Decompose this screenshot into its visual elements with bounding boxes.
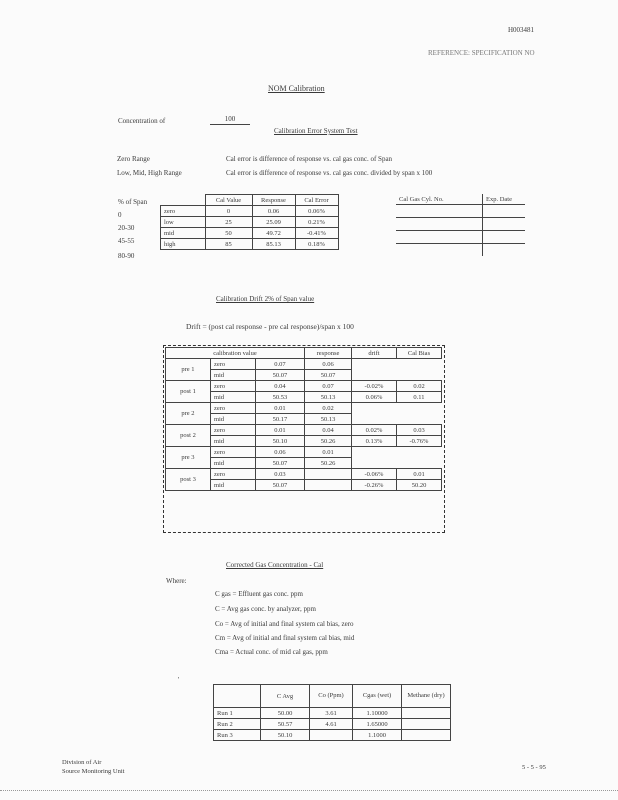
table-row xyxy=(214,730,451,741)
doc-code: H003481 xyxy=(508,26,535,34)
concentration-value: 100 xyxy=(210,115,250,125)
footer-left-2: Source Monitoring Unit xyxy=(62,768,125,775)
table-row xyxy=(214,719,451,730)
cell xyxy=(402,708,451,719)
cell: 0.06% xyxy=(352,392,397,403)
cal-error-table xyxy=(160,194,339,250)
span-row-label: 80-90 xyxy=(118,252,135,260)
cell: 1.10000 xyxy=(353,708,402,719)
cell: zero xyxy=(210,359,255,370)
cell: zero xyxy=(210,381,255,392)
table-row xyxy=(166,381,442,392)
cell: 0.01 xyxy=(255,403,304,414)
cyl-no-header: Cal Gas Cyl. No. xyxy=(396,194,483,205)
mark: ' xyxy=(178,676,180,684)
cell: 0.03 xyxy=(255,469,304,480)
cell: 0.13% xyxy=(352,436,397,447)
group-label: post 1 xyxy=(166,381,211,403)
cell xyxy=(310,730,353,741)
table-row xyxy=(396,244,525,257)
cell: 85.13 xyxy=(252,239,295,250)
note-label-2: Low, Mid, High Range xyxy=(117,169,182,177)
table-row xyxy=(396,218,525,231)
group-label: pre 3 xyxy=(166,447,211,469)
cell: 0.02 xyxy=(397,381,442,392)
cell xyxy=(214,685,261,708)
cell: -0.06% xyxy=(352,469,397,480)
span-row-label: 0 xyxy=(118,211,122,219)
cell: 50.07 xyxy=(255,458,304,469)
group-label: pre 2 xyxy=(166,403,211,425)
cell: 50.20 xyxy=(397,480,442,491)
sub-header: REFERENCE: SPECIFICATION NO xyxy=(428,49,535,57)
response-header: response xyxy=(305,348,352,359)
cell: mid xyxy=(210,458,255,469)
cell: 85 xyxy=(205,239,252,250)
cell: 1.65000 xyxy=(353,719,402,730)
cell: 50.17 xyxy=(255,414,304,425)
cell: 0.21% xyxy=(295,217,338,228)
group-label: post 2 xyxy=(166,425,211,447)
cell: 0 xyxy=(205,206,252,217)
cell: mid xyxy=(161,228,206,239)
cell: zero xyxy=(210,403,255,414)
cell: zero xyxy=(210,469,255,480)
cell: 1.1000 xyxy=(353,730,402,741)
cell: 0.06 xyxy=(305,359,352,370)
span-row-label: 20-30 xyxy=(118,224,135,232)
cal-bias-header: Cal Bias xyxy=(397,348,442,359)
cell: zero xyxy=(161,206,206,217)
group-label: post 3 xyxy=(166,469,211,491)
where-label: Where: xyxy=(166,577,187,585)
cell: 0.01 xyxy=(255,425,304,436)
cell: 0.03 xyxy=(397,425,442,436)
definition: Cma = Actual conc. of mid cal gas, ppm xyxy=(215,648,328,656)
footer-left-1: Division of Air xyxy=(62,759,102,766)
cell: 50.13 xyxy=(305,392,352,403)
definition: C = Avg gas conc. by analyzer, ppm xyxy=(215,605,316,613)
cell: 50.07 xyxy=(255,370,304,381)
table-row xyxy=(166,359,442,370)
cell: zero xyxy=(210,425,255,436)
drift-header: drift xyxy=(352,348,397,359)
cell: 0.02% xyxy=(352,425,397,436)
cgas-header: Cgas (wet) xyxy=(353,685,402,708)
cell: 0.04 xyxy=(255,381,304,392)
cell: 0.11 xyxy=(397,392,442,403)
cell: 50.13 xyxy=(305,414,352,425)
cell: 50.57 xyxy=(261,719,310,730)
note-label-1: Zero Range xyxy=(117,155,150,163)
cell: 50.26 xyxy=(305,436,352,447)
definition: C gas = Effluent gas conc. ppm xyxy=(215,590,303,598)
result-table xyxy=(213,684,451,741)
cell: 50.26 xyxy=(305,458,352,469)
co-header: Co (Ppm) xyxy=(310,685,353,708)
cell: 0.07 xyxy=(255,359,304,370)
cell: 0.01 xyxy=(305,447,352,458)
subtitle-cal-error: Calibration Error System Test xyxy=(274,127,358,135)
cell: Run 3 xyxy=(214,730,261,741)
definition: Cm = Avg of initial and final system cal bias, mid xyxy=(215,634,355,642)
note-text-2: Cal error is difference of response vs. cal gas conc. divided by span x 100 xyxy=(226,169,433,177)
span-row-label: 45-55 xyxy=(118,237,135,245)
cell xyxy=(402,719,451,730)
cell xyxy=(305,469,352,480)
table-row xyxy=(396,231,525,244)
footer-date: 5 - 5 - 95 xyxy=(522,764,546,771)
cell: 50.53 xyxy=(255,392,304,403)
cell: mid xyxy=(210,480,255,491)
page-title: NOM Calibration xyxy=(268,84,325,93)
cell: 0.06 xyxy=(252,206,295,217)
drift-table xyxy=(165,347,442,491)
cell: zero xyxy=(210,447,255,458)
cell: -0.76% xyxy=(397,436,442,447)
c-avg-header: C Avg xyxy=(261,685,310,708)
response-header: Response xyxy=(252,195,295,206)
cell: 50.07 xyxy=(255,480,304,491)
cell xyxy=(402,730,451,741)
group-label: pre 1 xyxy=(166,359,211,381)
cell: 0.02 xyxy=(305,403,352,414)
cell: 25.09 xyxy=(252,217,295,228)
cell: 50.10 xyxy=(255,436,304,447)
cell: 0.01 xyxy=(397,469,442,480)
cell: -0.02% xyxy=(352,381,397,392)
table-row xyxy=(166,447,442,458)
cell: mid xyxy=(210,414,255,425)
cell: Run 2 xyxy=(214,719,261,730)
cell: 3.61 xyxy=(310,708,353,719)
cell: 0.04 xyxy=(305,425,352,436)
cal-error-header: Cal Error xyxy=(295,195,338,206)
cell: mid xyxy=(210,370,255,381)
table-row xyxy=(161,217,339,228)
table-row xyxy=(214,708,451,719)
cell: -0.41% xyxy=(295,228,338,239)
correction-title: Corrected Gas Concentration - Cal xyxy=(226,561,324,569)
cell: mid xyxy=(210,436,255,447)
cell: 0.07 xyxy=(305,381,352,392)
table-row xyxy=(166,469,442,480)
table-row xyxy=(166,403,442,414)
cell: Run 1 xyxy=(214,708,261,719)
exp-date-header: Exp. Date xyxy=(483,194,526,205)
cell: 50 xyxy=(205,228,252,239)
calibration-value-header: calibration value xyxy=(166,348,305,359)
cylinder-table xyxy=(396,194,525,256)
table-row xyxy=(161,239,339,250)
cell: low xyxy=(161,217,206,228)
table-row xyxy=(161,206,339,217)
cell: 4.61 xyxy=(310,719,353,730)
note-text-1: Cal error is difference of response vs. cal gas conc. of Span xyxy=(226,155,393,163)
cell: mid xyxy=(210,392,255,403)
drift-formula: Drift = (post cal response - pre cal response)/span x 100 xyxy=(186,322,354,331)
drift-title: Calibration Drift 2% of Span value xyxy=(216,295,315,303)
concentration-label: Concentration of xyxy=(118,117,166,125)
cal-value-header: Cal Value xyxy=(205,195,252,206)
cell: 0.18% xyxy=(295,239,338,250)
page-edge xyxy=(0,790,618,793)
definition: Co = Avg of initial and final system cal bias, zero xyxy=(215,620,354,628)
cell: 0.06% xyxy=(295,206,338,217)
cell: -0.26% xyxy=(352,480,397,491)
cell: 50.07 xyxy=(305,370,352,381)
cell: 49.72 xyxy=(252,228,295,239)
methane-header: Methane (dry) xyxy=(402,685,451,708)
span-header: % of Span xyxy=(118,198,148,206)
table-row xyxy=(396,205,525,218)
cell xyxy=(305,480,352,491)
table-row xyxy=(166,425,442,436)
table-row xyxy=(161,228,339,239)
cell: 50.10 xyxy=(261,730,310,741)
cell: 25 xyxy=(205,217,252,228)
cell: high xyxy=(161,239,206,250)
cell: 50.00 xyxy=(261,708,310,719)
cell: 0.06 xyxy=(255,447,304,458)
